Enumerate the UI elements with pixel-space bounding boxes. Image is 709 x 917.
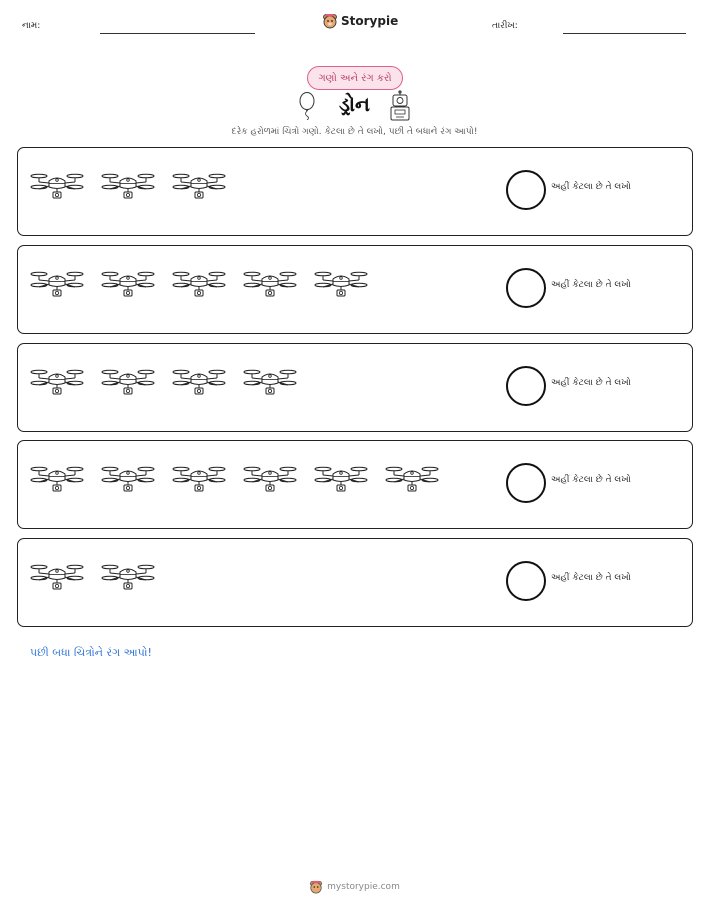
drone-icon[interactable]: [30, 561, 86, 593]
drone-icon[interactable]: [172, 366, 228, 398]
drone-icon[interactable]: [385, 463, 441, 495]
name-label: નામ:: [22, 21, 41, 31]
answer-circle[interactable]: [506, 268, 546, 308]
drone-icon[interactable]: [243, 268, 299, 300]
brand-logo: [322, 13, 398, 29]
answer-circle[interactable]: [506, 561, 546, 601]
drone-icon[interactable]: [243, 463, 299, 495]
storypie-bear-icon: [322, 13, 338, 29]
counting-row: [17, 440, 693, 529]
answer-circle[interactable]: [506, 366, 546, 406]
page-title: ડ્રોન: [339, 92, 370, 116]
drone-icon[interactable]: [101, 366, 157, 398]
date-line[interactable]: [563, 33, 686, 34]
answer-label: અહીં કેટલા છે તે લખો: [551, 475, 631, 485]
drone-icon[interactable]: [30, 366, 86, 398]
drone-icon[interactable]: [172, 268, 228, 300]
drone-icon[interactable]: [172, 170, 228, 202]
answer-label: અહીં કેટલા છે તે લખો: [551, 378, 631, 388]
answer-label: અહીં કેટલા છે તે લખો: [551, 182, 631, 192]
site-url: mystorypie.com: [327, 882, 400, 892]
brand-name: Storypie: [341, 14, 399, 28]
answer-circle[interactable]: [506, 170, 546, 210]
drone-icon[interactable]: [30, 463, 86, 495]
drone-icon[interactable]: [314, 463, 370, 495]
drone-icon[interactable]: [101, 170, 157, 202]
counting-row: [17, 538, 693, 627]
drone-icon[interactable]: [101, 268, 157, 300]
drone-icon[interactable]: [172, 463, 228, 495]
answer-label: અહીં કેટલા છે તે લખો: [551, 573, 631, 583]
drone-icon[interactable]: [30, 268, 86, 300]
counting-row: [17, 147, 693, 236]
robot-icon: [388, 90, 412, 122]
instruction-text: દરેક હરોળમાં ચિત્રો ગણો. કેટલા છે તે લખો, પછી તે બધાને રંગ આપો!: [231, 127, 478, 137]
answer-circle[interactable]: [506, 463, 546, 503]
drone-icon[interactable]: [314, 268, 370, 300]
counting-row: [17, 245, 693, 334]
site-footer: [0, 880, 709, 894]
drone-icon[interactable]: [243, 366, 299, 398]
date-label: તારીખ:: [492, 21, 518, 31]
activity-badge: ગણો અને રંગ કરો: [307, 66, 403, 90]
name-line[interactable]: [100, 33, 255, 34]
drone-icon[interactable]: [101, 561, 157, 593]
drone-icon[interactable]: [101, 463, 157, 495]
answer-label: અહીં કેટલા છે તે લખો: [551, 280, 631, 290]
drone-icon[interactable]: [30, 170, 86, 202]
counting-row: [17, 343, 693, 432]
storypie-bear-icon: [309, 880, 323, 894]
footer-note: પછી બધા ચિત્રોને રંગ આપો!: [30, 646, 152, 659]
